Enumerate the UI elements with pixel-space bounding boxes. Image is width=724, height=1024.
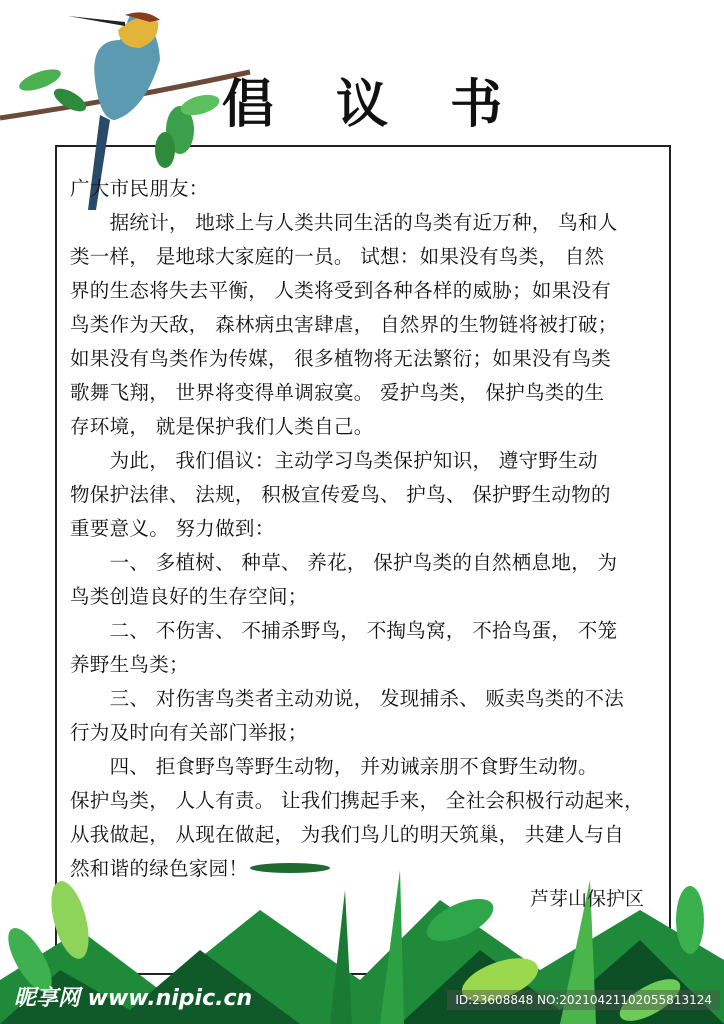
text-line: 存环境， 就是保护我们人类自己。	[70, 415, 374, 438]
signature-organization: 芦芽山保护区	[529, 888, 644, 910]
text-line: 一、 多植树、 种草、 养花， 保护鸟类的自然栖息地， 为	[70, 551, 618, 574]
text-line: 广大市民朋友：	[70, 177, 209, 200]
text-line: 保护鸟类， 人人有责。 让我们携起手来， 全社会积极行动起来，	[70, 789, 644, 812]
text-line: 从我做起， 从现在做起， 为我们鸟儿的明天筑巢， 共建人与自	[70, 823, 625, 846]
text-line: 类一样， 是地球大家庭的一员。 试想：如果没有鸟类， 自然	[70, 245, 605, 268]
page-title: 倡 议 书	[221, 75, 525, 135]
text-line: 四、 拒食野鸟等野生动物， 并劝诫亲朋不食野生动物。	[70, 755, 598, 778]
text-line: 二、 不伤害、 不捕杀野鸟， 不掏鸟窝， 不拾鸟蛋， 不笼	[70, 619, 618, 642]
text-line: 界的生态将失去平衡， 人类将受到各种各样的威胁；如果没有	[70, 279, 612, 302]
text-line: 然和谐的绿色家园！	[70, 857, 249, 880]
watermark-id: ID:23608848 NO:20210421102055813124	[447, 990, 720, 1010]
text-line: 鸟类作为天敌， 森林病虫害肆虐， 自然界的生物链将被打破；	[70, 313, 618, 336]
text-line: 行为及时向有关部门举报；	[70, 721, 308, 744]
text-line: 歌舞飞翔， 世界将变得单调寂寞。 爱护鸟类， 保护鸟类的生	[70, 381, 605, 404]
text-line: 重要意义。 努力做到：	[70, 517, 275, 540]
text-line: 鸟类创造良好的生存空间；	[70, 585, 308, 608]
text-line: 三、 对伤害鸟类者主动劝说， 发现捕杀、 贩卖鸟类的不法	[70, 687, 625, 710]
text-line: 养野生鸟类；	[70, 653, 189, 676]
proposal-body	[70, 172, 660, 886]
text-line: 为此， 我们倡议：主动学习鸟类保护知识， 遵守野生动	[70, 449, 598, 472]
text-line: 据统计， 地球上与人类共同生活的鸟类有近万种， 鸟和人	[70, 211, 618, 234]
text-line: 如果没有鸟类作为传媒， 很多植物将无法繁衍；如果没有鸟类	[70, 347, 612, 370]
text-line: 物保护法律、 法规， 积极宣传爱鸟、 护鸟、 保护野生动物的	[70, 483, 611, 506]
watermark-logo: 昵享网 www.nipic.cn	[14, 986, 253, 1011]
